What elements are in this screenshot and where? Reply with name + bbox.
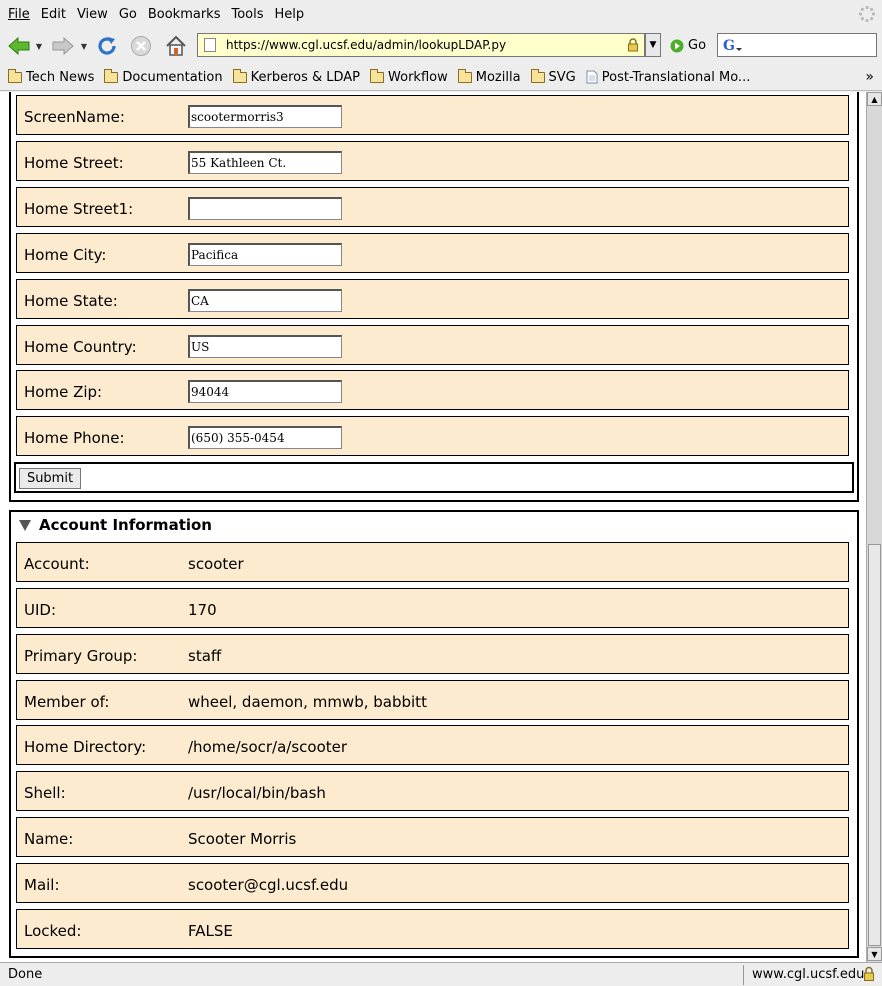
folder-icon [531,72,545,83]
bookmark-label: Documentation [122,69,223,85]
field-row-home-city [16,233,849,273]
info-label: UID: [24,601,57,619]
info-value: FALSE [188,922,233,940]
menu-file[interactable]: File [8,6,30,22]
submit-bar [14,462,854,493]
info-label: Mail: [24,876,60,894]
lock-icon[interactable] [862,966,876,982]
home-zip-input[interactable] [188,380,342,403]
bookmark-label: Mozilla [475,69,521,85]
info-label: Primary Group: [24,647,138,665]
bookmark-workflow[interactable] [370,70,448,85]
info-value: scooter@cgl.ucsf.edu [188,876,349,894]
account-info-section [9,510,859,958]
menu-help[interactable]: Help [274,6,305,22]
field-row-home-phone [16,416,849,456]
home-city-input[interactable] [188,243,342,266]
bookmark-mozilla[interactable] [458,70,521,85]
bookmark-label: Tech News [26,69,95,85]
info-value: /usr/local/bin/bash [188,784,326,802]
field-label: Home Street: [24,154,124,172]
field-label: Home Phone: [24,429,125,447]
back-history-dropdown[interactable] [34,32,44,60]
bookmark-label: Workflow [388,69,448,85]
status-text: Done [8,967,43,982]
field-row-home-street [16,141,849,181]
field-label: Home Country: [24,338,137,356]
navigation-toolbar [0,28,882,64]
bookmark-post-translational[interactable] [586,70,751,85]
scroll-up-arrow-icon[interactable]: ▲ [867,92,882,106]
forward-button[interactable] [50,32,76,60]
info-value: staff [188,647,222,665]
bookmark-label: Kerberos & LDAP [250,69,361,85]
personal-info-section [9,92,859,502]
page-icon [586,70,598,84]
bookmark-kerberos-ldap[interactable] [233,70,360,85]
folder-icon [104,72,118,83]
search-input[interactable] [717,33,877,57]
reload-icon [95,34,119,58]
page-icon [204,38,216,52]
info-value: 170 [188,601,217,619]
google-search-icon [722,37,744,53]
menu-bookmarks[interactable]: Bookmarks [147,6,221,22]
status-bar [0,962,882,986]
field-label: ScreenName: [24,108,125,126]
bookmark-svg[interactable] [531,70,576,85]
info-label: Home Directory: [24,738,147,756]
info-row-member-of [16,680,849,720]
info-row-name [16,817,849,857]
info-row-mail [16,863,849,903]
info-row-locked [16,909,849,949]
info-label: Locked: [24,922,82,940]
field-row-home-country [16,325,849,365]
field-label: Home State: [24,292,118,310]
menu-edit[interactable]: Edit [40,6,66,22]
info-value: Scooter Morris [188,830,297,848]
back-arrow-icon [7,36,31,56]
forward-arrow-icon [51,36,75,56]
info-value: /home/socr/a/scooter [188,738,348,756]
go-button[interactable] [670,38,706,53]
home-street1-input[interactable] [188,197,342,220]
scrollbar-thumb[interactable] [868,544,881,946]
account-section-title: Account Information [39,516,212,534]
menu-go[interactable]: Go [118,6,137,22]
home-street-input[interactable] [188,151,342,174]
field-row-home-state [16,279,849,319]
folder-icon [458,72,472,83]
go-label: Go [688,38,707,53]
info-row-uid [16,588,849,628]
info-value: wheel, daemon, mmwb, babbitt [188,693,427,711]
chevron-right-double-icon[interactable]: » [865,69,874,85]
bookmarks-toolbar [0,64,882,91]
info-label: Name: [24,830,74,848]
forward-history-dropdown[interactable] [79,32,89,60]
menu-view[interactable]: View [76,6,108,22]
lock-icon[interactable] [626,38,640,52]
menu-bar [0,0,882,28]
chevron-down-icon: ▼ [80,41,88,51]
info-row-home-directory [16,725,849,765]
chevron-down-icon: ▼ [649,40,657,50]
info-row-shell [16,771,849,811]
stop-icon [130,35,152,57]
scroll-down-arrow-icon[interactable]: ▼ [867,947,882,961]
throbber-icon [858,5,876,23]
bookmark-label: Post-Translational Mo... [601,69,751,85]
bookmark-label: SVG [548,69,576,85]
page-content [0,92,866,962]
home-phone-input[interactable] [188,426,342,449]
info-value: scooter [188,555,244,573]
field-row-screenname [16,95,849,135]
url-bar[interactable] [197,33,645,57]
info-label: Account: [24,555,90,573]
home-button[interactable] [162,32,190,60]
home-state-input[interactable] [188,289,342,312]
info-label: Member of: [24,693,110,711]
bookmark-documentation[interactable] [104,70,222,85]
bookmark-tech-news[interactable] [8,70,94,85]
folder-icon [8,72,22,83]
screenname-input[interactable] [188,105,342,128]
account-section-header[interactable] [19,516,212,534]
info-label: Shell: [24,784,66,802]
reload-button[interactable] [93,32,121,60]
field-label: Home Zip: [24,383,103,401]
info-row-primary-group [16,634,849,674]
folder-icon [370,72,384,83]
field-row-home-zip [16,370,849,410]
collapse-triangle-icon[interactable] [19,520,31,531]
info-row-account [16,542,849,582]
go-icon [670,39,684,53]
stop-button[interactable] [128,32,154,60]
field-label: Home City: [24,246,107,264]
svg-text:G: G [723,38,735,53]
status-host: www.cgl.ucsf.edu [752,967,865,982]
url-text: https://www.cgl.ucsf.edu/admin/lookupLDAP.py [226,38,507,52]
chevron-down-icon: ▼ [35,41,43,51]
home-icon [164,34,188,58]
folder-icon [233,72,247,83]
menu-tools[interactable]: Tools [231,6,264,22]
vertical-scrollbar[interactable] [866,92,882,962]
url-history-dropdown[interactable] [645,33,661,57]
status-separator [743,965,744,985]
field-row-home-street1 [16,187,849,227]
submit-button[interactable]: Submit [19,468,81,489]
home-country-input[interactable] [188,335,342,358]
field-label: Home Street1: [24,200,134,218]
back-button[interactable] [6,32,32,60]
